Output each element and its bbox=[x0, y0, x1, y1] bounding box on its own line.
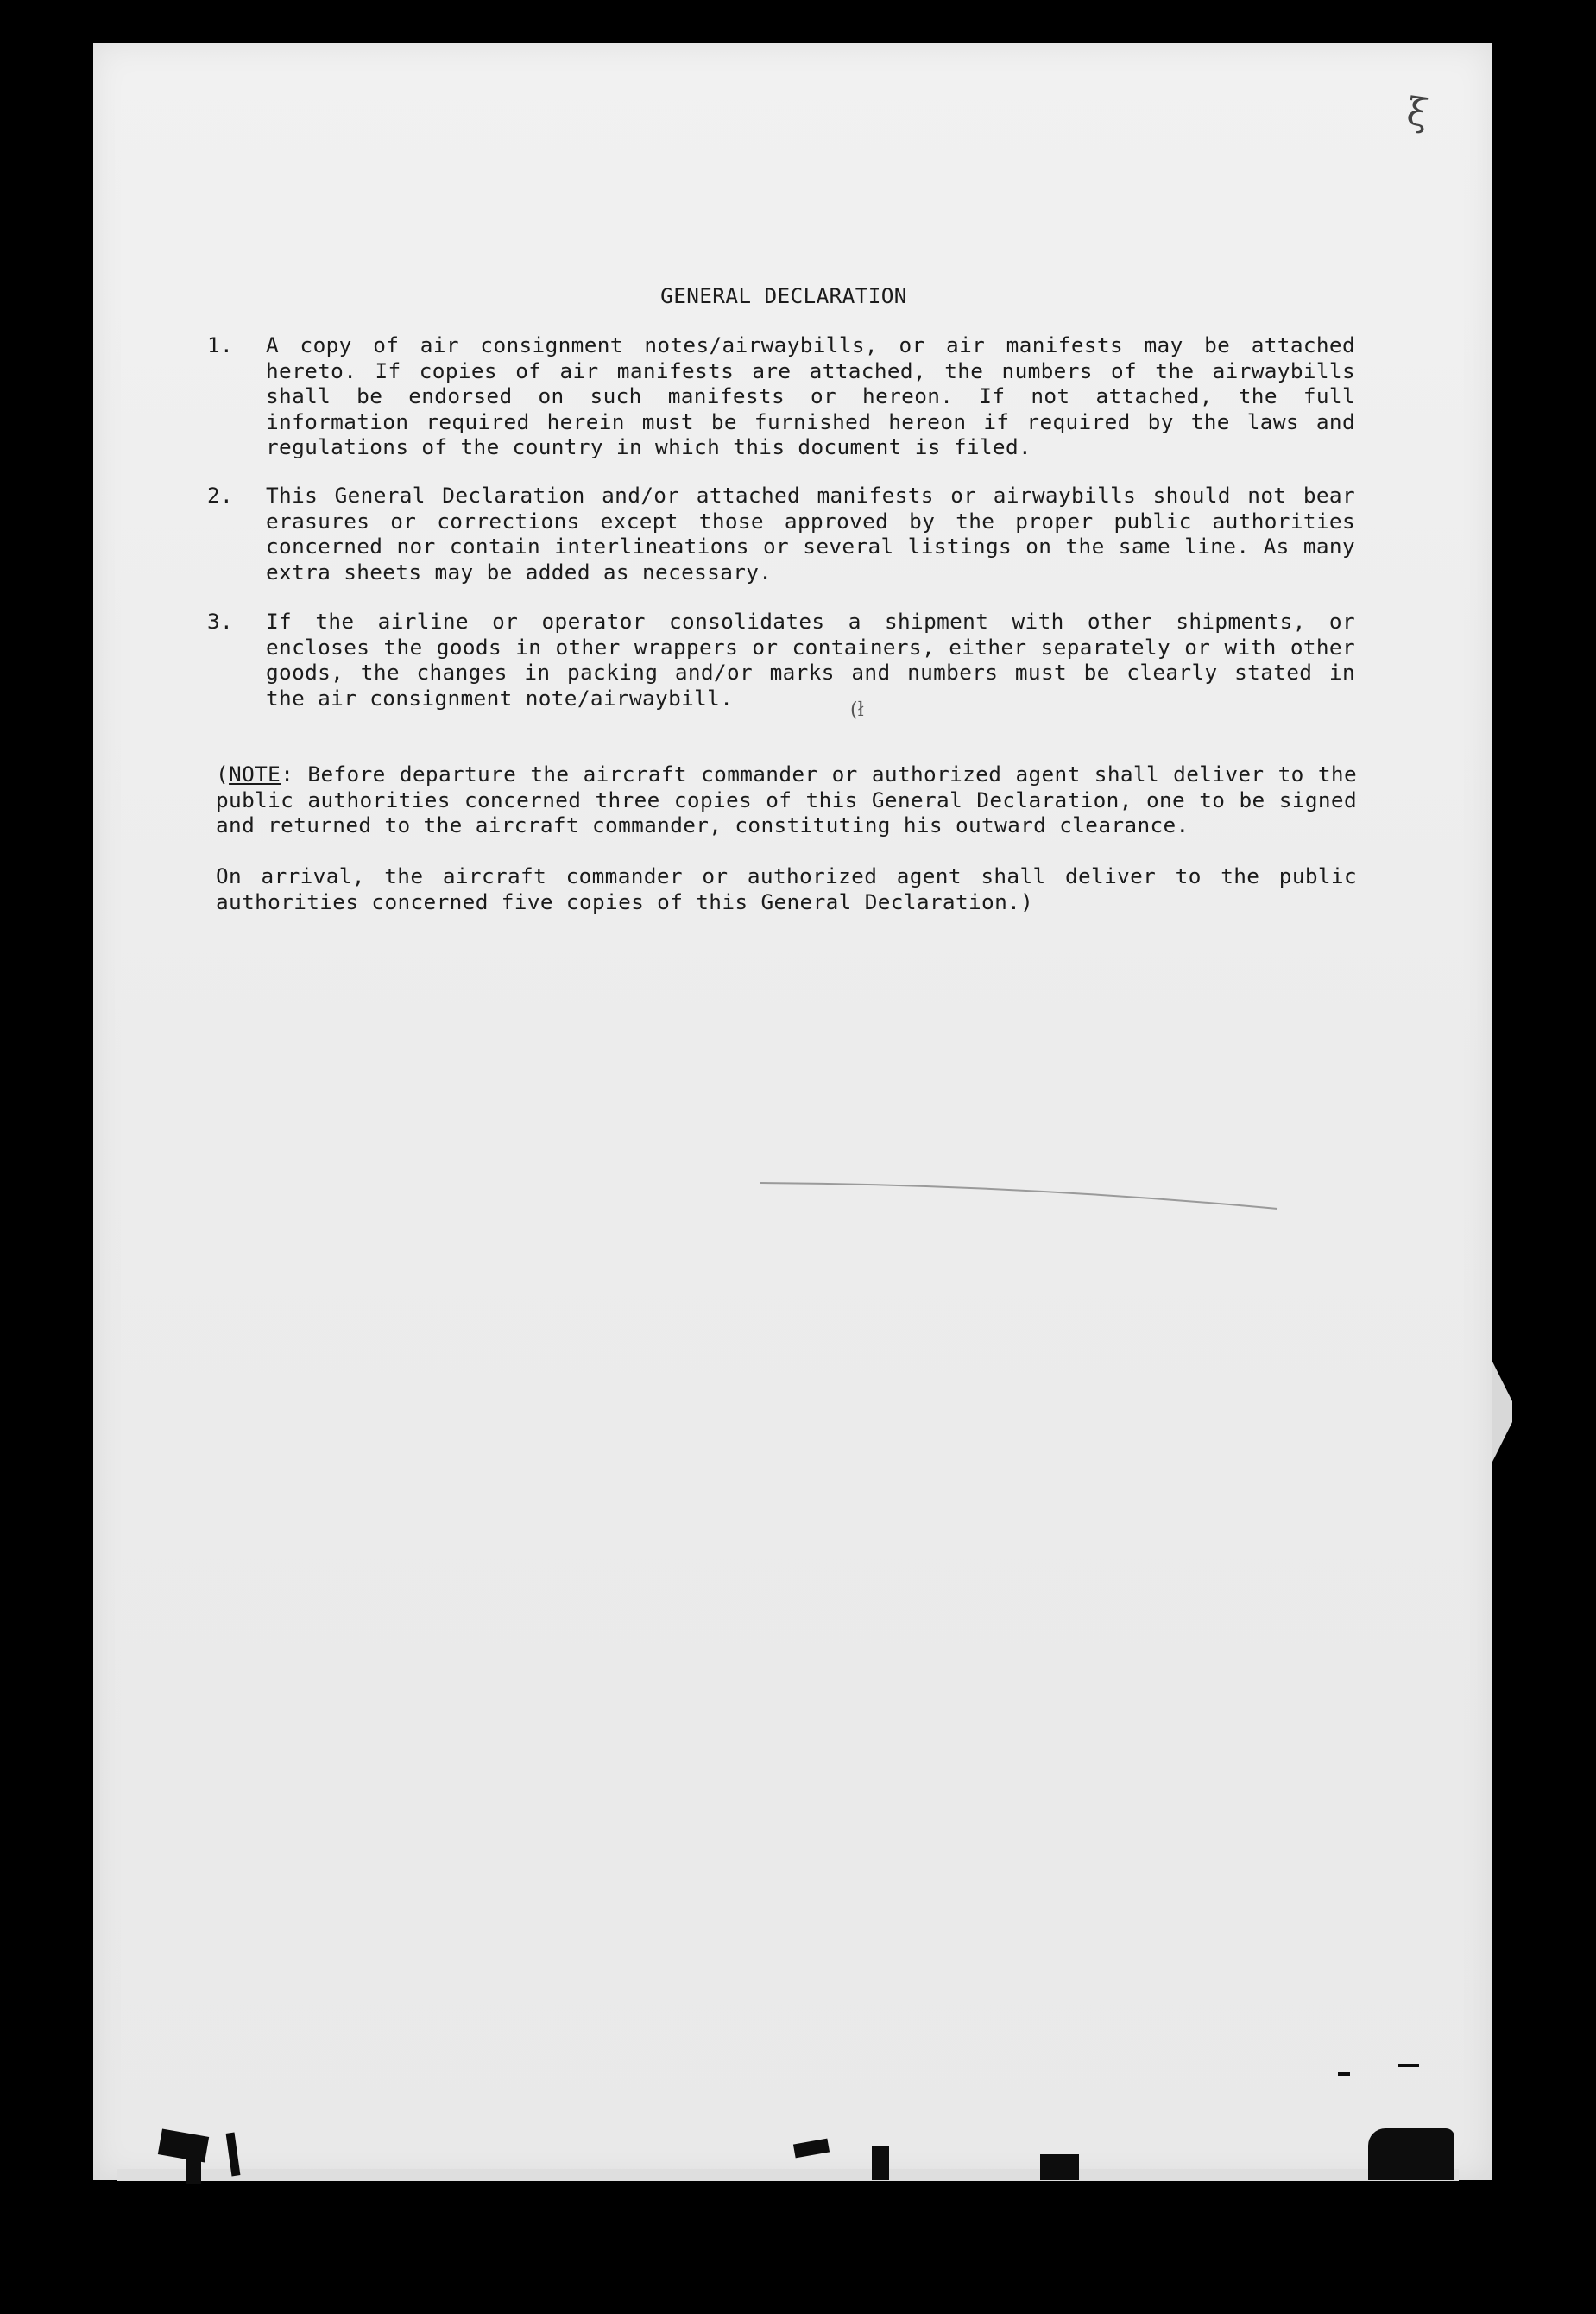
pencil-mark: (ł bbox=[850, 699, 864, 721]
pencil-stroke bbox=[760, 1174, 1295, 1217]
arrival-paragraph: On arrival, the aircraft commander or authorized agent shall deliver to the public authorities concerned five copies of this General Declaration.) bbox=[216, 863, 1357, 914]
scan-blot bbox=[872, 2146, 889, 2180]
scan-blot bbox=[1338, 2072, 1350, 2076]
scan-blot bbox=[1368, 2128, 1454, 2180]
scan-blot bbox=[1040, 2154, 1079, 2180]
note-open-paren: ( bbox=[216, 762, 230, 787]
paper-bottom-edge bbox=[117, 2169, 1459, 2181]
item-text: If the airline or operator consolidates a shipment with other shipments, or encloses the goods in other wrappers or containers, either separately or with other goods, the changes in packing and/or marks and numbers must be clearly stated in the air consignment note/airwaybill. bbox=[266, 609, 1355, 711]
handwritten-corner-mark: ξ bbox=[1404, 89, 1431, 136]
item-number: 1. bbox=[207, 332, 234, 357]
document-title: GENERAL DECLARATION bbox=[660, 283, 907, 308]
note-paragraph bbox=[216, 762, 1357, 838]
scan-blot bbox=[1398, 2064, 1419, 2067]
item-text: This General Declaration and/or attached manifests or airwaybills should not bear erasures or corrections except those approved by the proper public authorities concerned nor contain interlineations or several listings on the same line. As many extra sheets may be added as necessary. bbox=[266, 483, 1355, 585]
paper-tear bbox=[1492, 1360, 1512, 1464]
note-text: Before departure the aircraft commander or authorized agent shall deliver to the public authorities concerned three copies of this General Declaration, one to be signed and returned to the aircraft commander, constituting his outward clearance. bbox=[216, 762, 1357, 838]
note-label: NOTE bbox=[229, 762, 281, 787]
item-text: A copy of air consignment notes/airwaybills, or air manifests may be attached hereto. If copies of air manifests are attached, the numbers of the airwaybills shall be endorsed on such manifests or hereon. If not attached, the full information required herein must be furnished hereon if required by the laws and regulations of the country in which this document is filed. bbox=[266, 332, 1355, 459]
item-number: 3. bbox=[207, 609, 234, 634]
item-number: 2. bbox=[207, 483, 234, 508]
scan-blot bbox=[186, 2150, 201, 2184]
note-colon: : bbox=[281, 762, 294, 787]
